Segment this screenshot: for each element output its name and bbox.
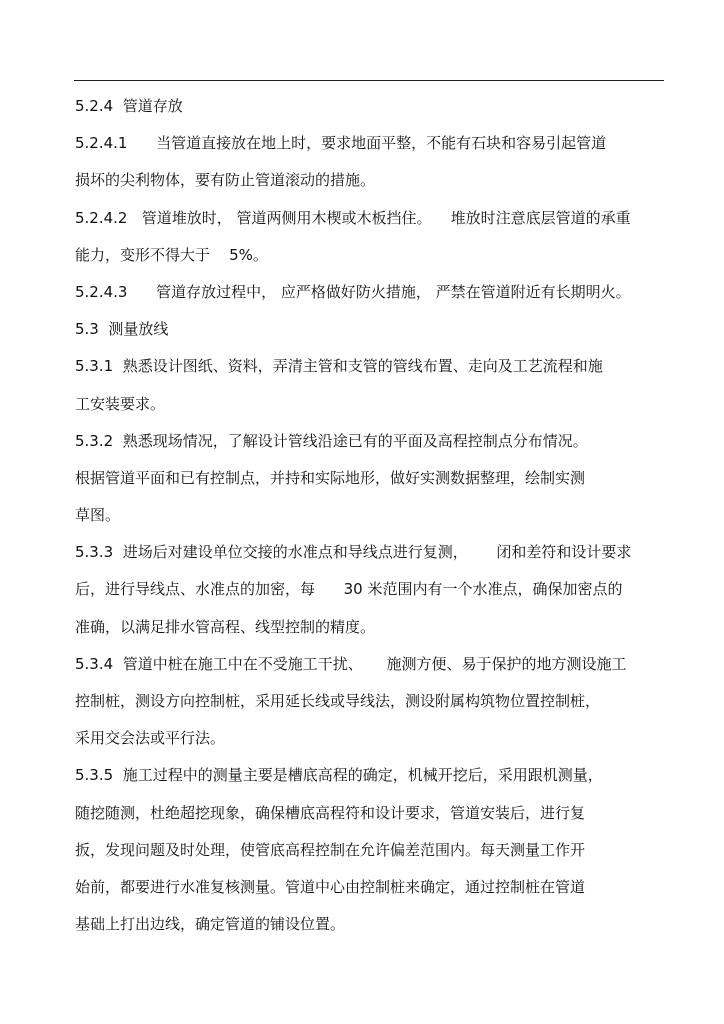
text-line: 控制桩，测设方向控制桩，采用延长线或导线法，测设附属构筑物位置控制桩， <box>75 692 601 710</box>
heading-5-3: 5.3 测量放线 <box>75 320 169 339</box>
text-line: 草图。 <box>75 506 121 525</box>
heading-5-2-4: 5.2.4 管道存放 <box>75 97 183 115</box>
text-line: 5.2.4.3 管道存放过程中， 应严格做好防火措施， 严禁在管道附近有长期明火。 <box>75 282 631 301</box>
text-line: 5.3.2 熟悉现场情况，了解设计管线沿途已有的平面及高程控制点分布情况。 <box>75 431 588 450</box>
text-line: 基础上打出边线，确定管道的铺设位置。 <box>75 915 346 934</box>
text-line: 5.3.1 熟悉设计图纸、资料，弄清主管和支管的管线布置、走向及工艺流程和施 <box>75 357 603 376</box>
document-body <box>75 88 665 943</box>
text-line: 5.2.4.1 当管道直接放在地上时，要求地面平整，不能有石块和容易引起管道 <box>75 134 607 153</box>
text-line: 损坏的尖利物体，要有防止管道滚动的措施。 <box>75 171 376 190</box>
text-line: 5.2.4.2 管道堆放时， 管道两侧用木楔或木板挡住。 堆放时注意底层管道的承重 <box>75 208 631 227</box>
text-line: 准确，以满足排水管高程、线型控制的精度。 <box>75 617 376 636</box>
text-line: 采用交会法或平行法。 <box>75 729 226 748</box>
text-line: 5.3.3 进场后对建设单位交接的水准点和导线点进行复测， 闭和差符和设计要求 <box>75 543 632 562</box>
text-line: 工安装要求。 <box>75 394 166 413</box>
text-line: 5.3.5 施工过程中的测量主要是槽底高程的确定，机械开挖后，采用跟机测量， <box>75 766 603 785</box>
header-rule <box>74 80 664 81</box>
text-line: 能力，变形不得大于 5%。 <box>75 245 268 264</box>
text-line: 后，进行导线点、水准点的加密，每 30 米范围内有一个水准点，确保加密点的 <box>75 580 623 599</box>
text-line: 扳，发现问题及时处理，使管底高程控制在允许偏差范围内。每天测量工作开 <box>75 840 586 859</box>
text-line: 根据管道平面和已有控制点，并持和实际地形，做好实测数据整理，绘制实测 <box>75 468 586 487</box>
text-line: 始前，都要进行水准复核测量。管道中心由控制桩来确定，通过控制桩在管道 <box>75 877 586 896</box>
text-line: 随挖随测，杜绝超挖现象，确保槽底高程符和设计要求，管道安装后，进行复 <box>75 803 586 822</box>
text-line: 5.3.4 管道中桩在施工中在不受施工干扰、 施测方便、易于保护的地方测设施工 <box>75 654 627 673</box>
